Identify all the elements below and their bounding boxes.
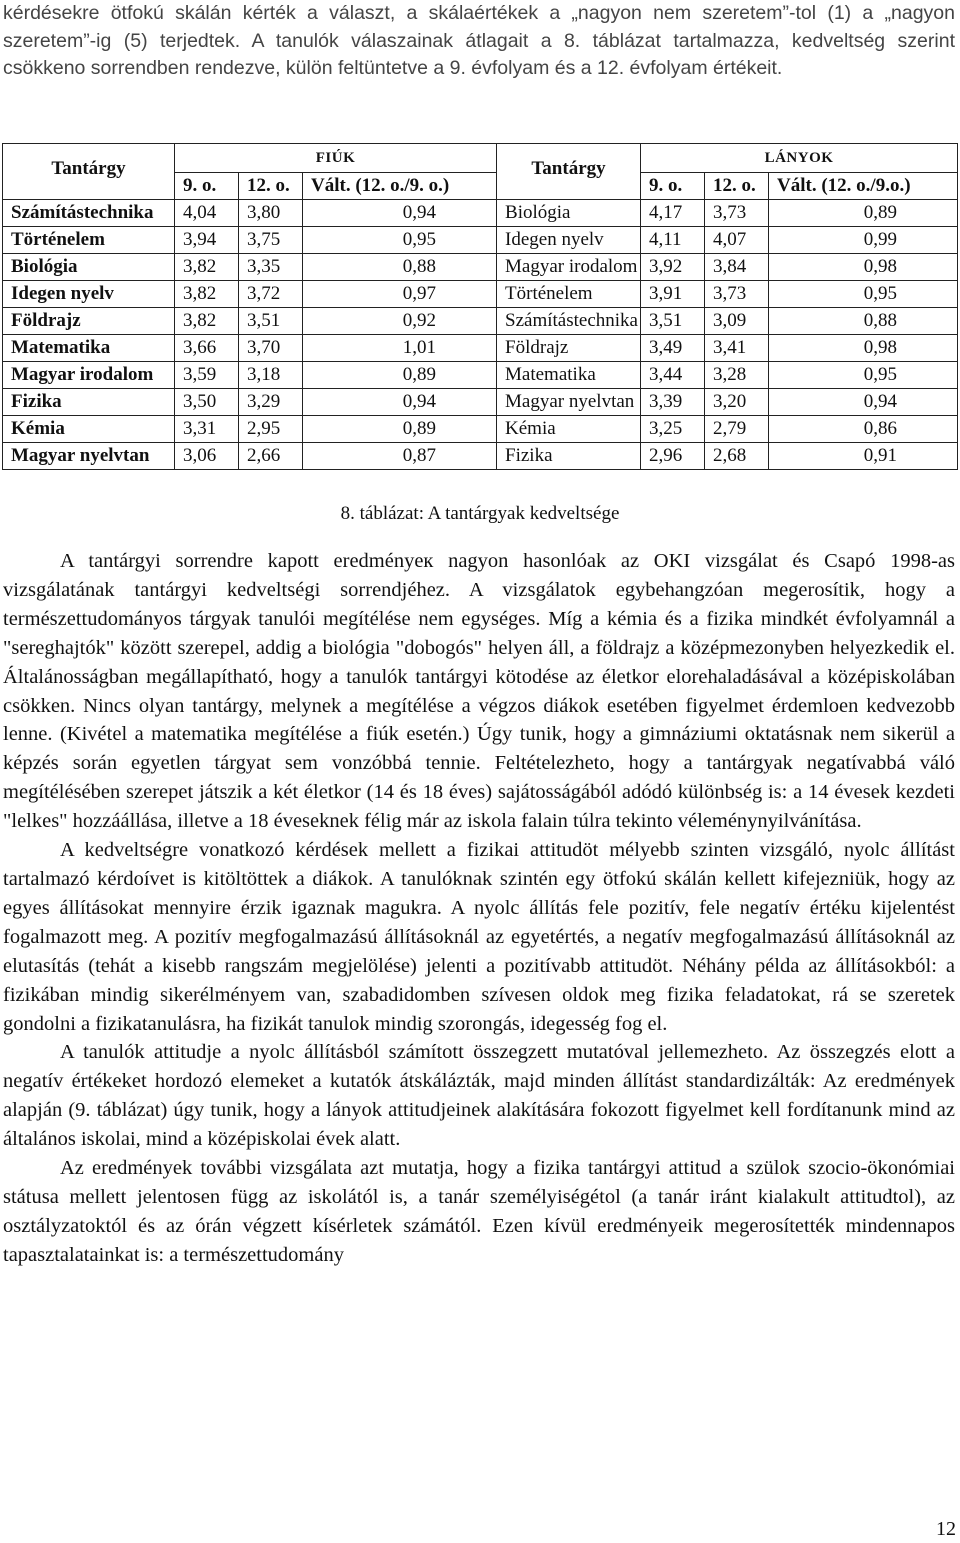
paragraph: A tanulók attitudje a nyolc állításból számított összegzett mutatóval jellemezheto. Az összegzés elott a negatív értékeket hordozó elemeket a kutatók átskálázták, majd minden állítást standardizálták: Az eredmények alapján (9. táblázat) úgy tunik, hogy a lányok attitudjeinek alakítására fokozott figyelmet kell fordítanunk mind az általános iskolai, mind a középiskolai évek alatt.: [3, 1041, 955, 1151]
table-row: [3, 281, 958, 308]
boys-col-change: Vált. (12. o./9. o.): [303, 173, 497, 200]
boys-change-value: 0,92: [303, 308, 497, 335]
paragraph: A tantárgyi sorrendre kapott eredményeк nagyon hasonlóak az OKI vizsgálat és Csapó 1998-as vizsgálatának tantárgyi kedveltségi sorrendjéhez. A vizsgálatok egybehangzóan megerosítik, hogy a természettudományos tárgyak tanulói megítélése nem egységes. Míg a kémia és a fizika mindkét évfolyamnál a "sereghajtók" között szerepel, addig a biológia "dobogós" helyen áll, a földrajz a középmezonyben helyezkedik el. Általánosságban megállapítható, hogy a tanulók tantárgyi kötodése az életkor elorehaladásával a középiskolában csökken. Nincs olyan tantárgy, melynek a megítélése a végzos diákok esetében figyelmet érdemloen kedvezobb lenne. (Kivétel a matematika megítélése a fiúk esetén.) Úgy tunik, hogy a gimnáziumi oktatásnak nem sikerül a képzés során egyetlen tárgyat sem vonzóbbá tennie. Feltételezheto, hogy a tantárgyak negatívabbá váló megítélésében szerepet játszik a két életkor (14 és 18 éves) sajátosságából adódó különbség is: a 14 évesek kezdeti "lelkes" hozzáállása, illetve a 18 éveseknek félig már az iskola falain túlra tekinto véleménynyilvánítása.: [3, 550, 955, 833]
girls-grade12-value: 2,68: [705, 443, 769, 470]
girls-change-value: 0,99: [769, 227, 958, 254]
boys-grade12-value: 2,95: [239, 416, 303, 443]
girls-col-12: 12. o.: [705, 173, 769, 200]
girls-grade9-value: 3,49: [641, 335, 705, 362]
boys-grade9-value: 3,31: [175, 416, 239, 443]
table-row: [3, 227, 958, 254]
table-row: [3, 200, 958, 227]
girls-subject: Számítástechnika: [497, 308, 641, 335]
table-row: [3, 362, 958, 389]
girls-change-value: 0,95: [769, 281, 958, 308]
girls-grade12-value: 3,28: [705, 362, 769, 389]
girls-grade12-value: 3,20: [705, 389, 769, 416]
girls-subject: Idegen nyelv: [497, 227, 641, 254]
girls-change-value: 0,89: [769, 200, 958, 227]
girls-subject: Magyar irodalom: [497, 254, 641, 281]
boys-grade9-value: 4,04: [175, 200, 239, 227]
table-group-header-row: [3, 144, 958, 173]
girls-grade12-value: 2,79: [705, 416, 769, 443]
boys-change-value: 0,97: [303, 281, 497, 308]
boys-subject: Fizika: [3, 389, 175, 416]
boys-col-9: 9. o.: [175, 173, 239, 200]
paragraph: A kedveltségre vonatkozó kérdések mellett a fizikai attitudöt mélyebb szinten vizsgáló, nyolc állítást tartalmazó kérdoívet is kitöltöttek a diákok. A tanulóknak szintén egy ötfokú skálán kellett kifejezniük, hogy az egyes állításokat mennyire érzik igaznak magukra. A nyolc állítás fele pozitív, fele negatív értéku kijelentést fogalmazott meg. A pozitív megfogalmazású állításoknál az egyetértés, a negatív megfogalmazású állításoknál az elutasítás (tehát a kisebb rangszám megjelölése) jelenti a pozitívabb attitudöt. Néhány példa az állításokból: a fizikában mindig sikerélményem van, szabadidomben szívesen oldok meg fizika feladatokat, rá se szeretek gondolni a fizikatanulásra, ha fizikát tanulok mindig szorongás, idegesség fog el.: [3, 839, 955, 1035]
girls-subject: Matematika: [497, 362, 641, 389]
boys-grade9-value: 3,66: [175, 335, 239, 362]
boys-subject: Történelem: [3, 227, 175, 254]
boys-grade9-value: 3,94: [175, 227, 239, 254]
boys-grade9-value: 3,06: [175, 443, 239, 470]
girls-subject: Biológia: [497, 200, 641, 227]
intro-paragraph: kérdésekre ötfokú skálán kérték a választ, a skálaértékek a „nagyon nem szeretem”-tol (1) a „nagyon szeretem”-ig (5) terjedtek. A tanulók válaszainak átlagait a 8. táblázat tartalmazza, kedveltség szerint csökkeno sorrendben rendezve, külön feltüntetve a 9. évfolyam és a 12. évfolyam értékeit.: [3, 2, 955, 79]
body-text: [3, 547, 955, 1270]
boys-grade9-value: 3,50: [175, 389, 239, 416]
girls-grade9-value: 3,39: [641, 389, 705, 416]
boys-change-value: 0,94: [303, 389, 497, 416]
boys-change-value: 0,89: [303, 362, 497, 389]
boys-grade9-value: 3,82: [175, 281, 239, 308]
boys-subject: Kémia: [3, 416, 175, 443]
boys-change-value: 1,01: [303, 335, 497, 362]
table-row: [3, 389, 958, 416]
girls-change-value: 0,98: [769, 254, 958, 281]
boys-change-value: 0,94: [303, 200, 497, 227]
boys-grade12-value: 3,29: [239, 389, 303, 416]
girls-change-value: 0,91: [769, 443, 958, 470]
girls-subject-header: Tantárgy: [497, 144, 641, 200]
boys-grade12-value: 3,51: [239, 308, 303, 335]
boys-subject: Magyar nyelvtan: [3, 443, 175, 470]
boys-grade12-value: 3,72: [239, 281, 303, 308]
girls-change-value: 0,86: [769, 416, 958, 443]
girls-change-value: 0,88: [769, 308, 958, 335]
girls-change-value: 0,95: [769, 362, 958, 389]
girls-group-header: LÁNYOK: [641, 144, 958, 173]
girls-grade9-value: 3,91: [641, 281, 705, 308]
girls-grade9-value: 3,44: [641, 362, 705, 389]
table-row: [3, 335, 958, 362]
boys-subject: Számítástechnika: [3, 200, 175, 227]
girls-grade9-value: 3,25: [641, 416, 705, 443]
table-caption: 8. táblázat: A tantárgyak kedveltsége: [340, 503, 620, 524]
table-row: [3, 443, 958, 470]
table-row: [3, 308, 958, 335]
boys-grade12-value: 3,70: [239, 335, 303, 362]
girls-grade12-value: 3,73: [705, 200, 769, 227]
boys-grade12-value: 3,18: [239, 362, 303, 389]
table-row: [3, 416, 958, 443]
boys-subject: Magyar irodalom: [3, 362, 175, 389]
boys-col-12: 12. o.: [239, 173, 303, 200]
girls-change-value: 0,94: [769, 389, 958, 416]
girls-subject: Földrajz: [497, 335, 641, 362]
girls-subject: Fizika: [497, 443, 641, 470]
girls-col-change: Vált. (12. o./9.o.): [769, 173, 958, 200]
boys-subject: Földrajz: [3, 308, 175, 335]
girls-grade12-value: 3,73: [705, 281, 769, 308]
girls-grade9-value: 3,92: [641, 254, 705, 281]
girls-subject: Magyar nyelvtan: [497, 389, 641, 416]
girls-grade12-value: 4,07: [705, 227, 769, 254]
subject-preference-table: [2, 143, 958, 470]
boys-subject: Idegen nyelv: [3, 281, 175, 308]
boys-change-value: 0,88: [303, 254, 497, 281]
girls-grade12-value: 3,41: [705, 335, 769, 362]
page-number: 12: [936, 1518, 956, 1540]
girls-subject: Kémia: [497, 416, 641, 443]
boys-change-value: 0,89: [303, 416, 497, 443]
boys-group-header: FIÚK: [175, 144, 497, 173]
girls-col-9: 9. o.: [641, 173, 705, 200]
paragraph: Az eredmények további vizsgálata azt mutatja, hogy a fizika tantárgyi attitud a szülok szocio-ökonómiai státusa mellett jelentosen függ az iskolától is, a tanár személyiségétol (a tanár iránt kialakult attitudtol), az osztályzatoktól és az órán végzett kísérletek számától. Ezen kívül eredményeik megerosítették mindennapos tapasztalatainkat is: a természettudomány: [3, 1157, 955, 1266]
boys-subject: Matematika: [3, 335, 175, 362]
girls-grade12-value: 3,84: [705, 254, 769, 281]
girls-grade12-value: 3,09: [705, 308, 769, 335]
boys-grade12-value: 3,35: [239, 254, 303, 281]
boys-grade12-value: 2,66: [239, 443, 303, 470]
girls-subject: Történelem: [497, 281, 641, 308]
boys-grade9-value: 3,82: [175, 308, 239, 335]
girls-change-value: 0,98: [769, 335, 958, 362]
girls-grade9-value: 4,17: [641, 200, 705, 227]
girls-grade9-value: 4,11: [641, 227, 705, 254]
boys-grade12-value: 3,75: [239, 227, 303, 254]
boys-change-value: 0,95: [303, 227, 497, 254]
boys-change-value: 0,87: [303, 443, 497, 470]
girls-grade9-value: 2,96: [641, 443, 705, 470]
boys-grade9-value: 3,82: [175, 254, 239, 281]
boys-subject: Biológia: [3, 254, 175, 281]
boys-subject-header: Tantárgy: [3, 144, 175, 200]
boys-grade9-value: 3,59: [175, 362, 239, 389]
boys-grade12-value: 3,80: [239, 200, 303, 227]
table-row: [3, 254, 958, 281]
girls-grade9-value: 3,51: [641, 308, 705, 335]
